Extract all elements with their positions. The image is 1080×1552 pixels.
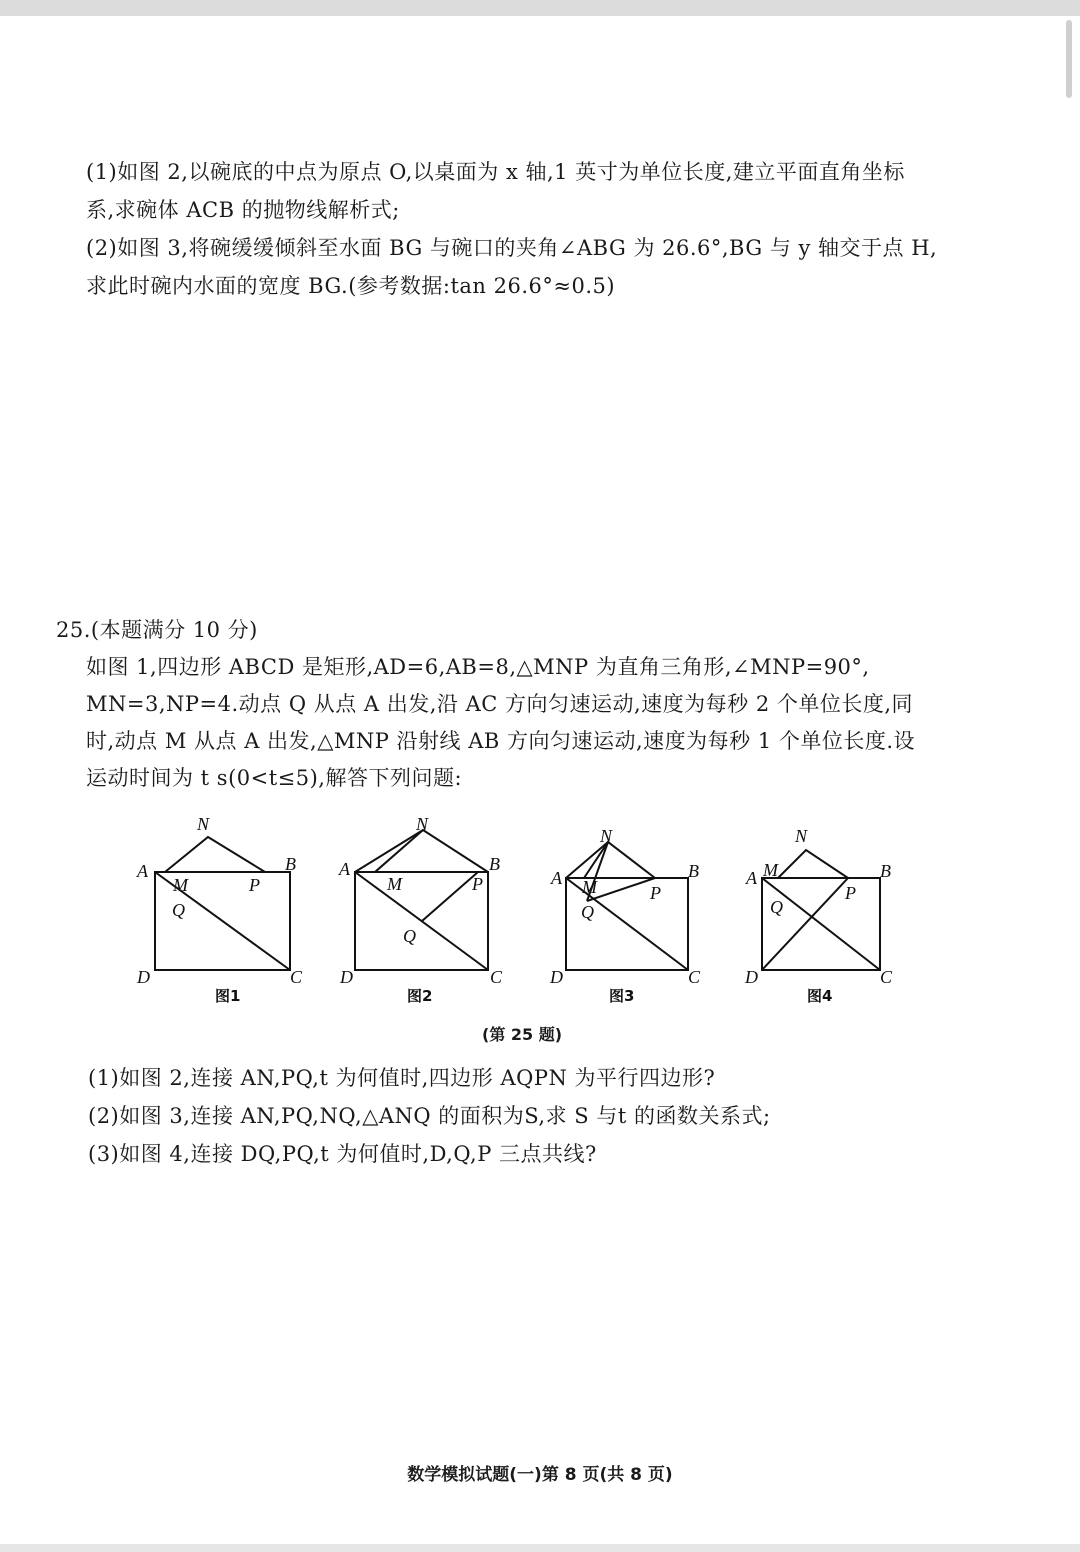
- fig3-label-d: D: [550, 967, 563, 987]
- fig2-label-d: D: [340, 967, 353, 987]
- fig4-label-m: M: [763, 860, 778, 880]
- q25-sub3: (3)如图 4,连接 DQ,PQ,t 为何值时,D,Q,P 三点共线?: [88, 1142, 597, 1166]
- q25-stem-line1: 如图 1,四边形 ABCD 是矩形,AD=6,AB=8,△MNP 为直角三角形,∠MNP=90°,: [86, 655, 870, 679]
- fig2-label-q: Q: [403, 926, 416, 946]
- fig4-label-n: N: [795, 826, 808, 846]
- fig3-label-n: N: [600, 826, 613, 846]
- fig4-diagonal-ac: [762, 878, 880, 970]
- fig4-caption: 图4: [807, 987, 833, 1005]
- fig2-label-p: P: [472, 874, 483, 894]
- fig3-label-p: P: [650, 883, 661, 903]
- fig4-label-p: P: [845, 883, 856, 903]
- fig3-triangle-mnp: [584, 842, 655, 878]
- q25-stem-line3: 时,动点 M 从点 A 出发,△MNP 沿射线 AB 方向匀速运动,速度为每秒 1 个单位长度.设: [86, 729, 916, 753]
- fig4-label-a: A: [746, 868, 757, 888]
- fig2-label-c: C: [490, 967, 503, 987]
- fig2-segment-an: [355, 830, 423, 872]
- fig2-triangle-mnp: [375, 830, 488, 872]
- figure-3: [549, 826, 701, 1005]
- fig3-label-a: A: [551, 868, 562, 888]
- fig3-caption: 图3: [609, 987, 635, 1005]
- fig3-label-m: M: [582, 877, 597, 897]
- top-bar: [0, 0, 1080, 16]
- fig4-line-dqp: [762, 878, 848, 970]
- fig1-caption: 图1: [215, 987, 241, 1005]
- fig2-diagonal-ac: [355, 872, 488, 970]
- page-footer: 数学模拟试题(一)第 8 页(共 8 页): [407, 1465, 673, 1485]
- fig3-label-b: B: [688, 861, 699, 881]
- scrollbar[interactable]: [1066, 20, 1072, 98]
- fig1-label-m: M: [173, 875, 188, 895]
- q24-part2-line2: 求此时碗内水面的宽度 BG.(参考数据:tan 26.6°≈0.5): [86, 274, 616, 298]
- bottom-bar: [0, 1544, 1080, 1552]
- figure-group-caption: (第 25 题): [482, 1025, 563, 1044]
- q25-sub2: (2)如图 3,连接 AN,PQ,NQ,△ANQ 的面积为S,求 S 与t 的函数关系式;: [88, 1104, 771, 1128]
- fig1-label-q: Q: [172, 900, 185, 920]
- fig1-label-n: N: [197, 814, 210, 834]
- fig3-segment-pq: [587, 878, 655, 901]
- q25-stem-line4: 运动时间为 t s(0<t≤5),解答下列问题:: [86, 766, 463, 790]
- fig2-label-b: B: [489, 854, 500, 874]
- q25-figures: [0, 800, 1080, 1015]
- fig4-label-c: C: [880, 967, 893, 987]
- fig1-triangle-mnp: [165, 837, 265, 872]
- q25-header: 25.(本题满分 10 分): [56, 618, 258, 642]
- fig4-triangle-mnp: [778, 850, 848, 878]
- q24-part2-line1: (2)如图 3,将碗缓缓倾斜至水面 BG 与碗口的夹角∠ABG 为 26.6°,BG 与 y 轴交于点 H,: [86, 236, 938, 260]
- fig4-label-q: Q: [770, 897, 783, 917]
- fig2-segment-pq: [422, 872, 478, 921]
- q25-sub1: (1)如图 2,连接 AN,PQ,t 为何值时,四边形 AQPN 为平行四边形?: [88, 1066, 716, 1090]
- fig2-label-m: M: [387, 874, 402, 894]
- figure-1: [136, 814, 303, 1005]
- fig2-caption: 图2: [407, 987, 433, 1005]
- fig2-label-n: N: [416, 814, 429, 834]
- q25-stem-line2: MN=3,NP=4.动点 Q 从点 A 出发,沿 AC 方向匀速运动,速度为每秒 2 个单位长度,同: [86, 692, 914, 716]
- fig1-label-p: P: [249, 875, 260, 895]
- fig1-label-c: C: [290, 967, 303, 987]
- fig4-label-b: B: [880, 861, 891, 881]
- figure-2: [338, 814, 503, 1005]
- fig3-label-c: C: [688, 967, 701, 987]
- fig4-label-d: D: [745, 967, 758, 987]
- fig2-label-a: A: [339, 859, 350, 879]
- fig1-label-a: A: [137, 861, 148, 881]
- fig1-label-b: B: [285, 854, 296, 874]
- fig1-label-d: D: [137, 967, 150, 987]
- fig3-label-q: Q: [581, 902, 594, 922]
- q24-part1-line2: 系,求碗体 ACB 的抛物线解析式;: [86, 198, 400, 222]
- figure-4: [744, 826, 893, 1005]
- q24-part1-line1: (1)如图 2,以碗底的中点为原点 O,以桌面为 x 轴,1 英寸为单位长度,建立平面直角坐标: [86, 160, 905, 184]
